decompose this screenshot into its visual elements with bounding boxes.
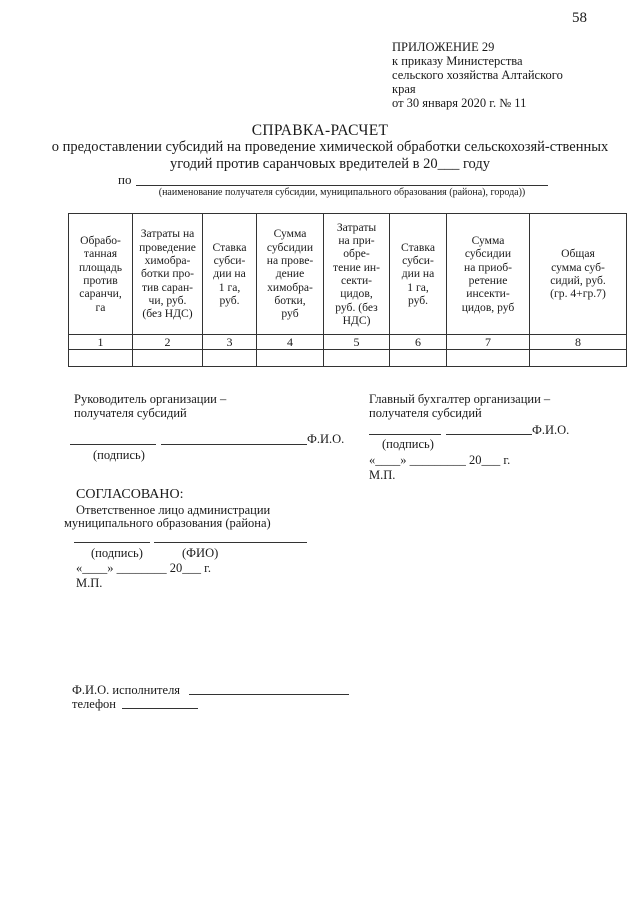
table-cell bbox=[133, 350, 203, 367]
recipient-name-line bbox=[136, 185, 548, 186]
table-cell bbox=[530, 350, 627, 367]
appendix-line: ПРИЛОЖЕНИЕ 29 bbox=[392, 40, 495, 54]
agreed-stamp: М.П. bbox=[76, 576, 103, 590]
column-number: 5 bbox=[324, 335, 390, 350]
executor-name-label: Ф.И.О. исполнителя bbox=[72, 683, 181, 697]
column-number: 3 bbox=[203, 335, 257, 350]
agreed-label: СОГЛАСОВАНО: bbox=[76, 487, 184, 502]
table-header-cell: Обрабо- танная площадь против саранчи, га bbox=[69, 214, 133, 335]
table-header-row bbox=[69, 214, 627, 335]
table-header-cell: Затраты на при- обре- тение ин- секти- цидов, руб. (без НДС) bbox=[324, 214, 390, 335]
table-cell bbox=[69, 350, 133, 367]
executor-phone-label: телефон bbox=[72, 697, 116, 711]
agreed-date-line: «____» ________ 20___ г. bbox=[76, 561, 211, 575]
recipient-caption: (наименование получателя субсидии, муниципального образования (района), города)) bbox=[158, 187, 526, 198]
appendix-line: к приказу Министерства bbox=[392, 54, 523, 68]
head-fio-label: Ф.И.О. bbox=[307, 432, 345, 446]
head-title: Руководитель организации – bbox=[74, 392, 227, 406]
document-title: СПРАВКА-РАСЧЕТ bbox=[251, 122, 389, 139]
table-header-cell: Сумма субсидии на приоб- ретение инсекти- цидов, руб bbox=[447, 214, 530, 335]
executor-phone-line bbox=[122, 708, 198, 709]
accountant-title: Главный бухгалтер организации – bbox=[369, 392, 551, 406]
table-header-cell: Общая сумма суб- сидий, руб. (гр. 4+гр.7) bbox=[530, 214, 627, 335]
table-cell bbox=[257, 350, 324, 367]
calculation-table bbox=[68, 213, 627, 367]
column-number: 8 bbox=[530, 335, 627, 350]
column-number: 2 bbox=[133, 335, 203, 350]
document-subtitle: о предоставлении субсидий на проведение химической обработки сельскохозяй-ственных угодий против саранчовых вредителей в 20___ году bbox=[51, 139, 609, 172]
accountant-stamp: М.П. bbox=[369, 468, 396, 482]
table-cell bbox=[447, 350, 530, 367]
appendix-line: сельского хозяйства Алтайского bbox=[392, 68, 563, 82]
column-number: 1 bbox=[69, 335, 133, 350]
accountant-fio-label: Ф.И.О. bbox=[532, 423, 570, 437]
agreed-name-line bbox=[154, 542, 307, 543]
agreed-fio-caption: (ФИО) bbox=[182, 546, 219, 560]
table-data-row bbox=[69, 350, 627, 367]
agreed-signature-caption: (подпись) bbox=[91, 546, 143, 560]
accountant-date-line: «____» _________ 20___ г. bbox=[369, 453, 511, 467]
executor-name-line bbox=[189, 694, 349, 695]
accountant-name-line bbox=[446, 434, 532, 435]
agreed-official-line1: Ответственное лицо администрации bbox=[76, 503, 271, 517]
accountant-subtitle: получателя субсидий bbox=[369, 406, 482, 420]
column-number: 4 bbox=[257, 335, 324, 350]
table-cell bbox=[324, 350, 390, 367]
table-header-cell: Ставка субси- дии на 1 га, руб. bbox=[390, 214, 447, 335]
table-header-cell: Ставка субси- дии на 1 га, руб. bbox=[203, 214, 257, 335]
agreed-signature-line bbox=[74, 542, 150, 543]
page-number: 58 bbox=[572, 10, 587, 26]
table-cell bbox=[203, 350, 257, 367]
table-cell bbox=[390, 350, 447, 367]
agreed-official-line2: муниципального образования (района) bbox=[64, 516, 271, 530]
accountant-signature-caption: (подпись) bbox=[382, 437, 434, 451]
table-header-cell: Затраты на проведение химобра- ботки про- тив саран- чи, руб. (без НДС) bbox=[133, 214, 203, 335]
head-signature-caption: (подпись) bbox=[93, 448, 145, 462]
table-header-cell: Сумма субсидии на прове- дение химобра- ботки, руб bbox=[257, 214, 324, 335]
head-signature-line bbox=[70, 444, 156, 445]
column-number: 6 bbox=[390, 335, 447, 350]
accountant-signature-line bbox=[369, 434, 441, 435]
head-name-line bbox=[161, 444, 307, 445]
table-number-row bbox=[69, 335, 627, 350]
appendix-block bbox=[392, 40, 592, 110]
head-subtitle: получателя субсидий bbox=[74, 406, 187, 420]
recipient-prefix: по bbox=[118, 172, 132, 187]
appendix-line: края bbox=[392, 82, 416, 96]
column-number: 7 bbox=[447, 335, 530, 350]
appendix-line: от 30 января 2020 г. № 11 bbox=[392, 96, 527, 110]
